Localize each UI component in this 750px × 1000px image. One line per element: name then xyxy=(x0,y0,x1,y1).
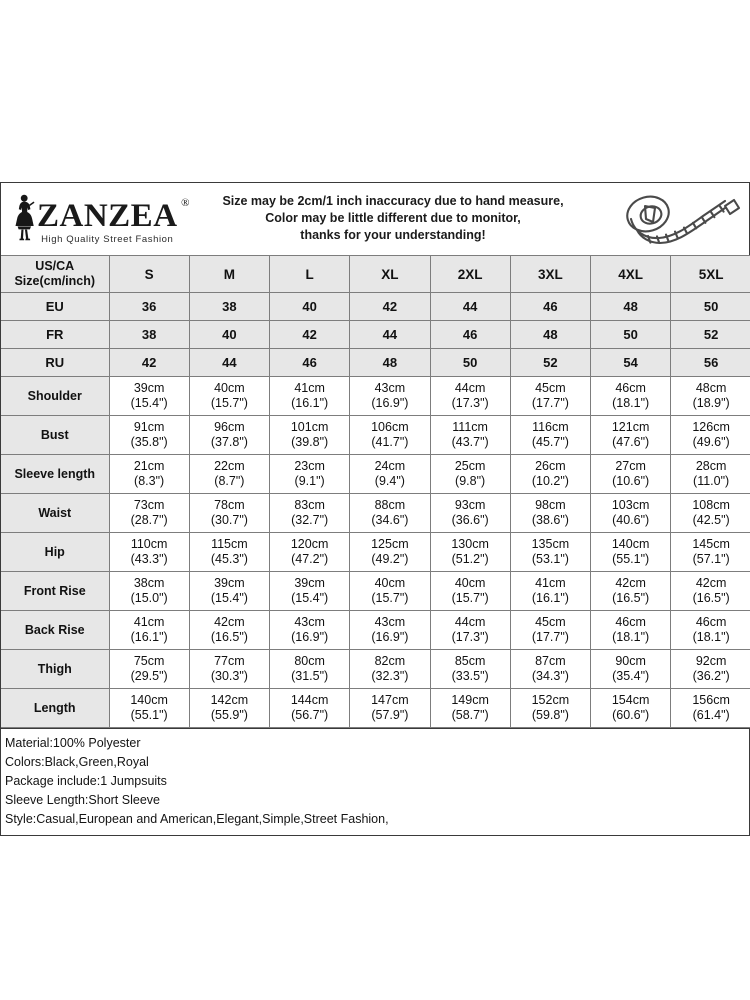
brand-tagline: High Quality Street Fashion xyxy=(41,234,174,245)
value-inch: (55.9") xyxy=(210,708,248,722)
value-inch: (34.3") xyxy=(531,669,569,683)
size-header-cell: 3XL xyxy=(510,256,590,293)
value-inch: (45.3") xyxy=(210,552,248,566)
table-cell: 46 xyxy=(270,349,350,377)
table-row xyxy=(1,321,750,349)
table-cell xyxy=(350,494,430,533)
value-inch: (34.6") xyxy=(371,513,409,527)
size-chart-card xyxy=(0,182,750,836)
value-inch: (36.2") xyxy=(692,669,730,683)
value-inch: (9.4") xyxy=(374,474,405,488)
table-cell: 42 xyxy=(350,293,430,321)
value-cm: 28cm xyxy=(695,459,727,473)
table-cell xyxy=(591,533,671,572)
value-cm: 43cm xyxy=(294,615,325,629)
value-cm: 77cm xyxy=(214,654,245,668)
brand-logo xyxy=(7,193,190,245)
table-cell xyxy=(510,494,590,533)
value-inch: (37.8") xyxy=(210,435,248,449)
table-cell: 38 xyxy=(189,293,269,321)
row-label: Shoulder xyxy=(1,377,109,416)
table-row xyxy=(1,416,750,455)
table-cell xyxy=(671,572,750,611)
table-row xyxy=(1,650,750,689)
value-inch: (17.7") xyxy=(531,630,569,644)
table-cell: 42 xyxy=(270,321,350,349)
table-cell xyxy=(671,689,750,728)
row-label: EU xyxy=(1,293,109,321)
value-inch: (35.4") xyxy=(612,669,650,683)
value-inch: (58.7") xyxy=(451,708,489,722)
value-inch: (15.4") xyxy=(130,396,168,410)
table-cell xyxy=(350,572,430,611)
value-inch: (8.7") xyxy=(214,474,245,488)
table-cell xyxy=(109,533,189,572)
table-cell xyxy=(671,533,750,572)
value-inch: (29.5") xyxy=(130,669,168,683)
value-inch: (49.2") xyxy=(371,552,409,566)
row-label: FR xyxy=(1,321,109,349)
value-cm: 46cm xyxy=(615,615,646,629)
table-cell xyxy=(591,572,671,611)
value-inch: (47.2") xyxy=(291,552,329,566)
table-cell: 40 xyxy=(189,321,269,349)
table-cell xyxy=(591,689,671,728)
row-label: RU xyxy=(1,349,109,377)
table-cell xyxy=(510,611,590,650)
value-inch: (11.0") xyxy=(693,474,730,488)
value-inch: (18.1") xyxy=(612,630,650,644)
table-row xyxy=(1,494,750,533)
table-cell: 44 xyxy=(430,293,510,321)
value-cm: 78cm xyxy=(214,498,245,512)
table-cell xyxy=(510,689,590,728)
value-cm: 116cm xyxy=(532,420,569,434)
table-cell: 52 xyxy=(510,349,590,377)
value-cm: 111cm xyxy=(452,420,488,434)
value-cm: 108cm xyxy=(692,498,730,512)
value-inch: (16.9") xyxy=(371,630,409,644)
value-inch: (16.1") xyxy=(130,630,168,644)
value-cm: 42cm xyxy=(615,576,646,590)
table-cell xyxy=(510,572,590,611)
value-cm: 39cm xyxy=(214,576,245,590)
value-cm: 40cm xyxy=(454,576,486,590)
table-cell: 48 xyxy=(350,349,430,377)
value-cm: 120cm xyxy=(290,537,329,551)
table-cell xyxy=(591,455,671,494)
table-cell: 50 xyxy=(671,293,750,321)
table-cell xyxy=(189,650,269,689)
table-cell xyxy=(430,650,510,689)
table-cell: 54 xyxy=(591,349,671,377)
value-inch: (31.5") xyxy=(291,669,329,683)
table-cell xyxy=(430,377,510,416)
table-cell xyxy=(350,416,430,455)
value-cm: 42cm xyxy=(214,615,245,629)
value-cm: 149cm xyxy=(451,693,489,707)
table-cell xyxy=(671,377,750,416)
table-cell xyxy=(430,572,510,611)
value-inch: (56.7") xyxy=(291,708,329,722)
value-cm: 85cm xyxy=(454,654,486,668)
table-cell xyxy=(591,377,671,416)
table-cell xyxy=(430,494,510,533)
table-row xyxy=(1,377,750,416)
table-cell: 52 xyxy=(671,321,750,349)
value-inch: (15.7") xyxy=(451,591,489,605)
table-cell xyxy=(671,494,750,533)
table-cell xyxy=(350,611,430,650)
value-inch: (15.0") xyxy=(130,591,168,605)
value-inch: (55.1") xyxy=(130,708,168,722)
table-cell xyxy=(109,611,189,650)
value-inch: (18.1") xyxy=(692,630,730,644)
value-inch: (15.4") xyxy=(291,591,329,605)
table-cell xyxy=(109,455,189,494)
measuring-tape-icon xyxy=(613,188,743,250)
value-cm: 90cm xyxy=(615,654,646,668)
size-header-cell: 2XL xyxy=(430,256,510,293)
row-label: Waist xyxy=(1,494,109,533)
table-cell: 50 xyxy=(430,349,510,377)
value-inch: (16.1") xyxy=(291,396,329,410)
size-header-cell: S xyxy=(109,256,189,293)
table-cell: 40 xyxy=(270,293,350,321)
value-cm: 101cm xyxy=(290,420,329,434)
table-cell xyxy=(430,416,510,455)
size-header-cell: L xyxy=(270,256,350,293)
notice-line-3: thanks for your understanding! xyxy=(300,227,486,242)
table-cell xyxy=(189,455,269,494)
corner-label-line-1: US/CA xyxy=(35,259,75,273)
table-cell xyxy=(270,533,350,572)
table-row xyxy=(1,293,750,321)
value-cm: 25cm xyxy=(454,459,486,473)
value-inch: (16.9") xyxy=(291,630,329,644)
value-cm: 87cm xyxy=(535,654,566,668)
table-cell xyxy=(671,455,750,494)
table-cell: 56 xyxy=(671,349,750,377)
row-label: Thigh xyxy=(1,650,109,689)
registered-trademark-icon: ® xyxy=(181,197,190,209)
value-inch: (15.7") xyxy=(210,396,248,410)
value-inch: (28.7") xyxy=(130,513,168,527)
size-header-cell: XL xyxy=(350,256,430,293)
detail-sleeve-length: Sleeve Length:Short Sleeve xyxy=(5,793,160,807)
value-inch: (17.3") xyxy=(451,396,489,410)
size-header-cell: M xyxy=(189,256,269,293)
value-cm: 44cm xyxy=(454,381,486,395)
value-cm: 41cm xyxy=(294,381,325,395)
table-cell xyxy=(270,455,350,494)
value-inch: (9.8") xyxy=(455,474,486,488)
value-inch: (40.6") xyxy=(612,513,650,527)
row-label: Back Rise xyxy=(1,611,109,650)
table-cell xyxy=(510,377,590,416)
value-cm: 142cm xyxy=(210,693,249,707)
value-inch: (38.6") xyxy=(531,513,569,527)
value-inch: (43.7") xyxy=(451,435,489,449)
table-cell xyxy=(270,377,350,416)
value-cm: 48cm xyxy=(695,381,727,395)
table-cell: 38 xyxy=(109,321,189,349)
value-cm: 83cm xyxy=(294,498,325,512)
value-inch: (57.9") xyxy=(371,708,409,722)
value-cm: 39cm xyxy=(294,576,325,590)
size-header-cell: 4XL xyxy=(591,256,671,293)
table-cell xyxy=(510,416,590,455)
table-cell: 48 xyxy=(591,293,671,321)
value-inch: (16.5") xyxy=(210,630,248,644)
value-cm: 39cm xyxy=(133,381,165,395)
detail-colors: Colors:Black,Green,Royal xyxy=(5,755,149,769)
table-cell xyxy=(350,533,430,572)
table-cell xyxy=(109,377,189,416)
value-cm: 26cm xyxy=(535,459,566,473)
table-cell xyxy=(350,455,430,494)
table-row xyxy=(1,349,750,377)
table-cell xyxy=(270,572,350,611)
table-row xyxy=(1,455,750,494)
value-cm: 38cm xyxy=(133,576,165,590)
value-inch: (55.1") xyxy=(612,552,650,566)
table-cell xyxy=(350,650,430,689)
woman-silhouette-icon xyxy=(13,193,35,245)
value-cm: 96cm xyxy=(214,420,245,434)
value-inch: (18.9") xyxy=(692,396,730,410)
value-cm: 75cm xyxy=(133,654,165,668)
value-inch: (9.1") xyxy=(294,474,325,488)
table-cell: 36 xyxy=(109,293,189,321)
table-cell xyxy=(189,494,269,533)
value-cm: 110cm xyxy=(130,537,168,551)
value-cm: 121cm xyxy=(611,420,650,434)
table-cell xyxy=(189,572,269,611)
table-cell xyxy=(591,611,671,650)
table-cell: 44 xyxy=(350,321,430,349)
table-cell: 46 xyxy=(510,293,590,321)
table-cell xyxy=(109,689,189,728)
value-inch: (45.7") xyxy=(531,435,569,449)
value-cm: 140cm xyxy=(130,693,168,707)
table-cell xyxy=(109,416,189,455)
value-inch: (16.5") xyxy=(692,591,730,605)
table-cell xyxy=(591,494,671,533)
table-cell xyxy=(671,650,750,689)
table-cell xyxy=(109,650,189,689)
value-inch: (10.6") xyxy=(612,474,650,488)
value-cm: 126cm xyxy=(692,420,730,434)
size-header-row xyxy=(1,256,750,293)
value-inch: (10.2") xyxy=(531,474,569,488)
value-cm: 115cm xyxy=(211,537,248,551)
table-cell xyxy=(671,416,750,455)
size-table-corner-label xyxy=(1,256,109,293)
row-label: Bust xyxy=(1,416,109,455)
value-inch: (49.6") xyxy=(692,435,730,449)
value-inch: (43.3") xyxy=(130,552,168,566)
corner-label-line-2: Size(cm/inch) xyxy=(14,274,96,288)
value-cm: 135cm xyxy=(531,537,570,551)
value-cm: 41cm xyxy=(535,576,566,590)
value-inch: (32.7") xyxy=(291,513,329,527)
chart-banner xyxy=(1,183,749,255)
value-inch: (30.3") xyxy=(210,669,248,683)
notice-line-1: Size may be 2cm/1 inch inaccuracy due to hand measure, xyxy=(222,193,564,208)
table-cell xyxy=(109,572,189,611)
value-cm: 98cm xyxy=(535,498,566,512)
table-cell xyxy=(270,611,350,650)
value-cm: 145cm xyxy=(692,537,730,551)
table-cell xyxy=(189,377,269,416)
table-cell xyxy=(510,533,590,572)
value-inch: (17.3") xyxy=(451,630,489,644)
value-cm: 152cm xyxy=(531,693,570,707)
brand-wordmark xyxy=(37,197,190,245)
value-inch: (57.1") xyxy=(692,552,730,566)
value-inch: (39.8") xyxy=(291,435,329,449)
value-cm: 103cm xyxy=(611,498,650,512)
table-cell: 50 xyxy=(591,321,671,349)
table-cell xyxy=(350,689,430,728)
table-cell xyxy=(591,650,671,689)
table-cell xyxy=(270,494,350,533)
value-cm: 27cm xyxy=(615,459,646,473)
value-cm: 130cm xyxy=(451,537,489,551)
row-label: Front Rise xyxy=(1,572,109,611)
table-cell xyxy=(270,689,350,728)
row-label: Hip xyxy=(1,533,109,572)
value-inch: (32.3") xyxy=(371,669,409,683)
table-cell: 46 xyxy=(430,321,510,349)
value-cm: 42cm xyxy=(695,576,727,590)
value-cm: 91cm xyxy=(133,420,165,434)
value-inch: (33.5") xyxy=(451,669,489,683)
value-cm: 44cm xyxy=(454,615,486,629)
table-cell xyxy=(109,494,189,533)
value-inch: (53.1") xyxy=(531,552,569,566)
value-inch: (16.5") xyxy=(612,591,650,605)
table-cell xyxy=(430,611,510,650)
brand-name: ZANZEA xyxy=(37,198,178,234)
value-cm: 41cm xyxy=(133,615,165,629)
table-cell xyxy=(430,455,510,494)
value-cm: 88cm xyxy=(374,498,406,512)
table-row xyxy=(1,533,750,572)
value-cm: 82cm xyxy=(374,654,406,668)
value-inch: (8.3") xyxy=(134,474,165,488)
value-inch: (16.1") xyxy=(531,591,569,605)
value-cm: 40cm xyxy=(214,381,245,395)
value-cm: 140cm xyxy=(611,537,650,551)
size-header-cell: 5XL xyxy=(671,256,750,293)
table-cell xyxy=(189,611,269,650)
table-cell xyxy=(270,650,350,689)
value-cm: 106cm xyxy=(371,420,409,434)
value-cm: 40cm xyxy=(374,576,406,590)
value-inch: (60.6") xyxy=(612,708,650,722)
value-inch: (51.2") xyxy=(451,552,489,566)
table-cell xyxy=(189,416,269,455)
table-cell xyxy=(510,650,590,689)
table-cell xyxy=(591,416,671,455)
value-inch: (59.8") xyxy=(531,708,569,722)
value-inch: (15.4") xyxy=(210,591,248,605)
table-cell xyxy=(189,689,269,728)
value-cm: 93cm xyxy=(454,498,486,512)
value-inch: (17.7") xyxy=(531,396,569,410)
value-cm: 125cm xyxy=(371,537,409,551)
table-row xyxy=(1,611,750,650)
value-inch: (15.7") xyxy=(371,591,409,605)
measurement-notice xyxy=(173,193,613,246)
value-inch: (36.6") xyxy=(451,513,489,527)
value-cm: 21cm xyxy=(133,459,165,473)
table-cell xyxy=(189,533,269,572)
table-cell xyxy=(350,377,430,416)
table-cell xyxy=(430,533,510,572)
detail-package: Package include:1 Jumpsuits xyxy=(5,774,167,788)
table-cell: 48 xyxy=(510,321,590,349)
value-cm: 43cm xyxy=(374,381,406,395)
value-cm: 45cm xyxy=(535,381,566,395)
value-inch: (18.1") xyxy=(612,396,650,410)
notice-line-2: Color may be little different due to monitor, xyxy=(265,210,521,225)
table-cell: 42 xyxy=(109,349,189,377)
value-inch: (35.8") xyxy=(130,435,168,449)
table-cell: 44 xyxy=(189,349,269,377)
value-cm: 154cm xyxy=(611,693,650,707)
value-cm: 43cm xyxy=(374,615,406,629)
row-label: Length xyxy=(1,689,109,728)
detail-style: Style:Casual,European and American,Elegant,Simple,Street Fashion, xyxy=(5,812,389,826)
row-label: Sleeve length xyxy=(1,455,109,494)
table-cell xyxy=(671,611,750,650)
value-inch: (61.4") xyxy=(692,708,730,722)
detail-material: Material:100% Polyester xyxy=(5,736,141,750)
table-row xyxy=(1,572,750,611)
value-cm: 22cm xyxy=(214,459,245,473)
table-row xyxy=(1,689,750,728)
value-cm: 73cm xyxy=(133,498,165,512)
value-cm: 46cm xyxy=(615,381,646,395)
value-cm: 147cm xyxy=(371,693,409,707)
value-cm: 156cm xyxy=(692,693,730,707)
product-details xyxy=(1,728,749,835)
value-cm: 46cm xyxy=(695,615,727,629)
value-inch: (42.5") xyxy=(692,513,730,527)
value-cm: 23cm xyxy=(294,459,325,473)
value-inch: (16.9") xyxy=(371,396,409,410)
value-cm: 92cm xyxy=(695,654,727,668)
value-inch: (30.7") xyxy=(210,513,248,527)
value-inch: (47.6") xyxy=(612,435,650,449)
table-cell xyxy=(430,689,510,728)
size-table xyxy=(1,255,750,728)
table-cell xyxy=(270,416,350,455)
value-cm: 45cm xyxy=(535,615,566,629)
value-cm: 80cm xyxy=(294,654,325,668)
value-cm: 24cm xyxy=(374,459,406,473)
value-cm: 144cm xyxy=(290,693,329,707)
table-cell xyxy=(510,455,590,494)
size-table-body xyxy=(1,256,750,728)
value-inch: (41.7") xyxy=(371,435,409,449)
